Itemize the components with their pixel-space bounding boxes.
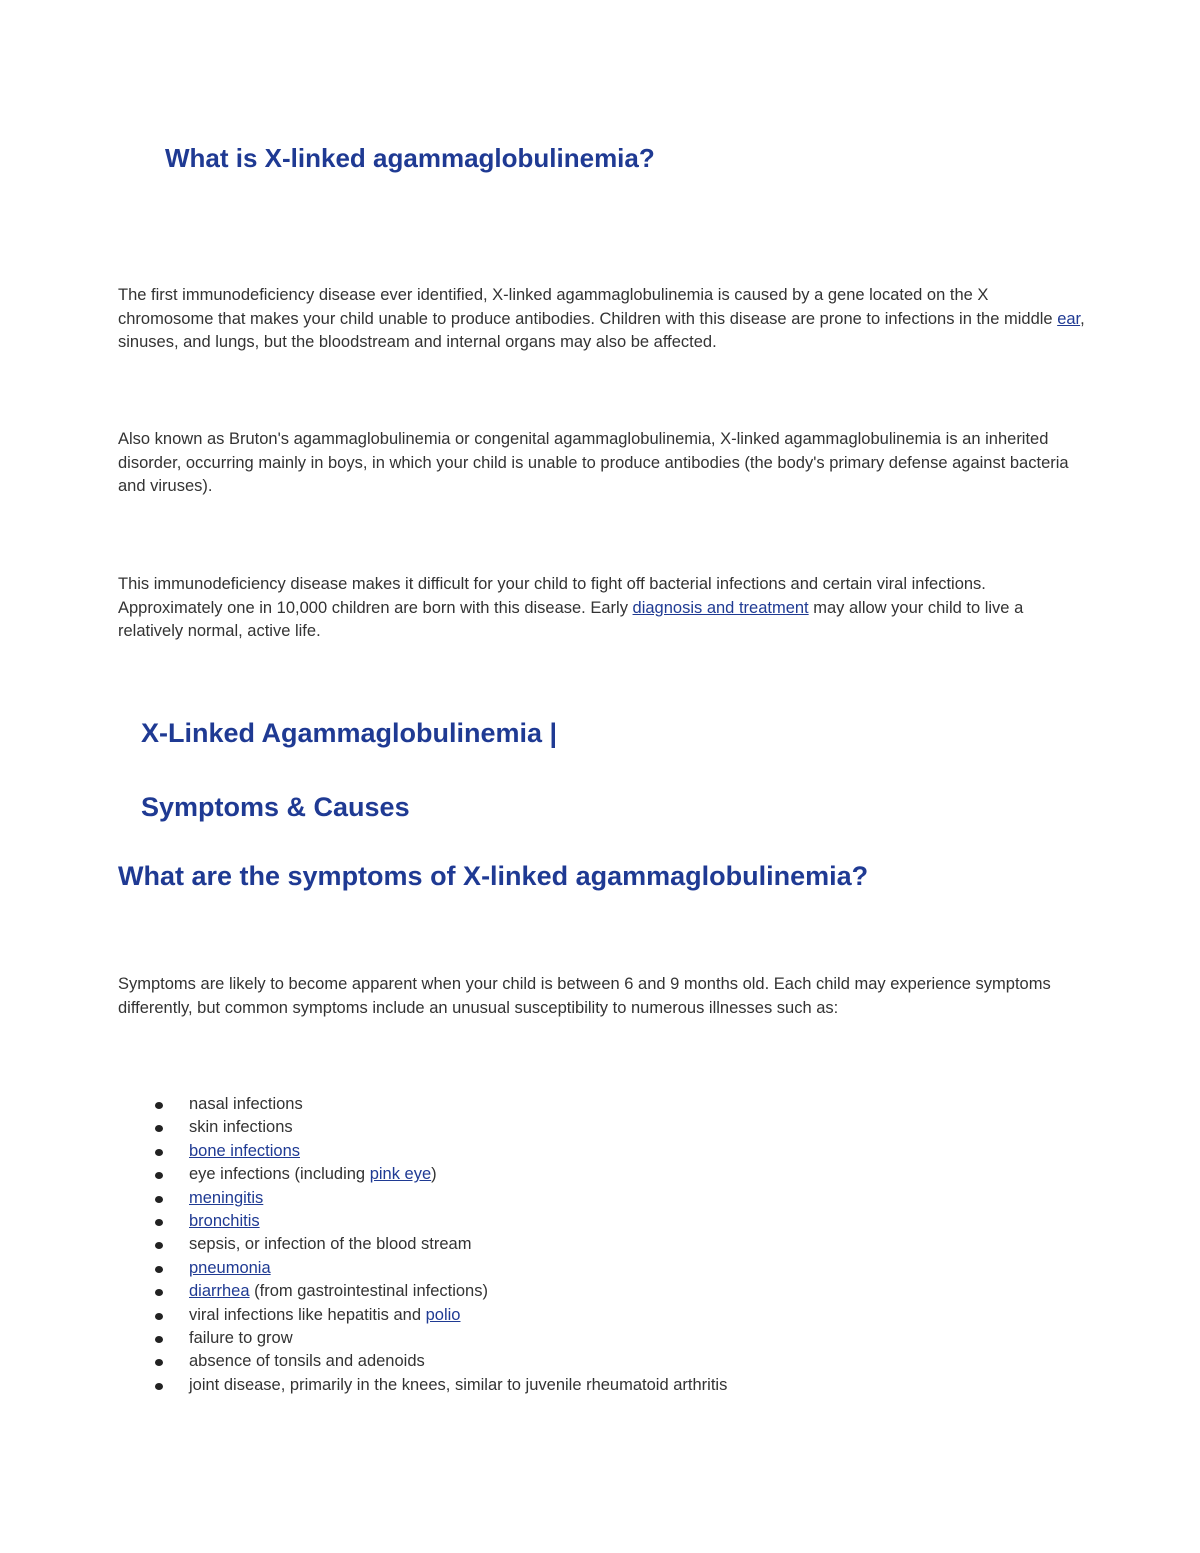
- diagnosis-treatment-link[interactable]: diagnosis and treatment: [632, 598, 809, 617]
- list-item-text: joint disease, primarily in the knees, similar to juvenile rheumatoid arthritis: [189, 1375, 728, 1394]
- list-item: [0, 1093, 727, 1116]
- bullet-icon: [155, 1149, 163, 1156]
- list-item-text: viral infections like hepatitis and: [189, 1305, 426, 1324]
- paragraph-text: may allow your child to live a relatively normal, active life.: [118, 598, 1024, 640]
- bullet-icon: [155, 1125, 163, 1132]
- list-item-text: nasal infections: [189, 1095, 303, 1113]
- illness-link[interactable]: meningitis: [189, 1188, 264, 1207]
- also-known-paragraph: Also known as Bruton's agammaglobulinemia or congenital agammaglobulinemia, X-linked agammaglobulinemia is an inherited disorder, occurring mainly in boys, in which your child is unable to produce antibodies (the body's primary defense against bacteria and viruses).: [118, 430, 1069, 495]
- list-item-text: absence of tonsils and adenoids: [189, 1352, 425, 1371]
- list-item-text: sepsis, or infection of the blood stream: [189, 1235, 472, 1254]
- list-item-text: (from gastrointestinal infections): [249, 1282, 488, 1301]
- list-item-text: eye infections (including: [189, 1165, 370, 1184]
- bullet-icon: [155, 1172, 163, 1179]
- symptoms-paragraph: Symptoms are likely to become apparent when your child is between 6 and 9 months old. Each child may experience symptoms differently, but common symptoms include an unusual susceptibility to numerous illnesses such as:: [118, 975, 1051, 1017]
- paragraph-text: The first immunodeficiency disease ever identified, X-linked agammaglobulinemia is caused by a gene located on the X chromosome that makes your child unable to produce antibodies. Children with this disease are prone to infections in the middle: [118, 286, 1058, 328]
- intro-paragraph: [118, 284, 1088, 355]
- section-heading-symptoms-causes: Symptoms & Causes: [141, 792, 410, 822]
- illness-list: [0, 1093, 727, 1397]
- list-item: [0, 1257, 727, 1280]
- paragraph-text: , sinuses, and lungs, but the bloodstream and internal organs may also be affected.: [118, 309, 1085, 351]
- list-item-text: failure to grow: [189, 1329, 293, 1348]
- bullet-icon: [155, 1336, 163, 1343]
- illness-link[interactable]: diarrhea: [189, 1282, 250, 1301]
- bullet-icon: [155, 1196, 163, 1203]
- bullet-icon: [155, 1266, 163, 1273]
- list-item-text: ): [431, 1165, 437, 1184]
- illness-link[interactable]: pink eye: [369, 1165, 432, 1184]
- bullet-icon: [155, 1383, 163, 1390]
- bullet-icon: [155, 1359, 163, 1366]
- page-title: What is X-linked agammaglobulinemia?: [165, 143, 655, 173]
- list-item: [0, 1233, 727, 1256]
- immunodeficiency-paragraph: [118, 573, 1088, 644]
- bullet-icon: [155, 1289, 163, 1296]
- paragraph-text: This immunodeficiency disease makes it difficult for your child to fight off bacterial infections and certain viral infections. Approximately one in 10,000 children are born with this disease. Early: [118, 575, 986, 617]
- list-item: [0, 1210, 727, 1233]
- list-item: [0, 1163, 727, 1186]
- bullet-icon: [155, 1102, 163, 1109]
- ear-link[interactable]: ear: [1057, 309, 1081, 328]
- symptoms-question-heading: What are the symptoms of X-linked agammaglobulinemia?: [118, 861, 869, 891]
- list-item: [0, 1187, 727, 1210]
- illness-link[interactable]: polio: [425, 1305, 461, 1324]
- illness-link[interactable]: bronchitis: [189, 1212, 260, 1231]
- list-item-text: skin infections: [189, 1118, 293, 1137]
- illness-link[interactable]: pneumonia: [189, 1258, 271, 1277]
- bullet-icon: [155, 1219, 163, 1226]
- illness-link[interactable]: bone infections: [189, 1141, 300, 1160]
- list-item: [0, 1140, 727, 1163]
- section-heading-xla: X-Linked Agammaglobulinemia |: [141, 718, 558, 748]
- list-item: [0, 1374, 727, 1397]
- bullet-icon: [155, 1313, 163, 1320]
- bullet-icon: [155, 1242, 163, 1249]
- list-item: [0, 1350, 727, 1373]
- list-item: [0, 1116, 727, 1139]
- list-item: [0, 1280, 727, 1303]
- list-item: [0, 1304, 727, 1327]
- list-item: [0, 1327, 727, 1350]
